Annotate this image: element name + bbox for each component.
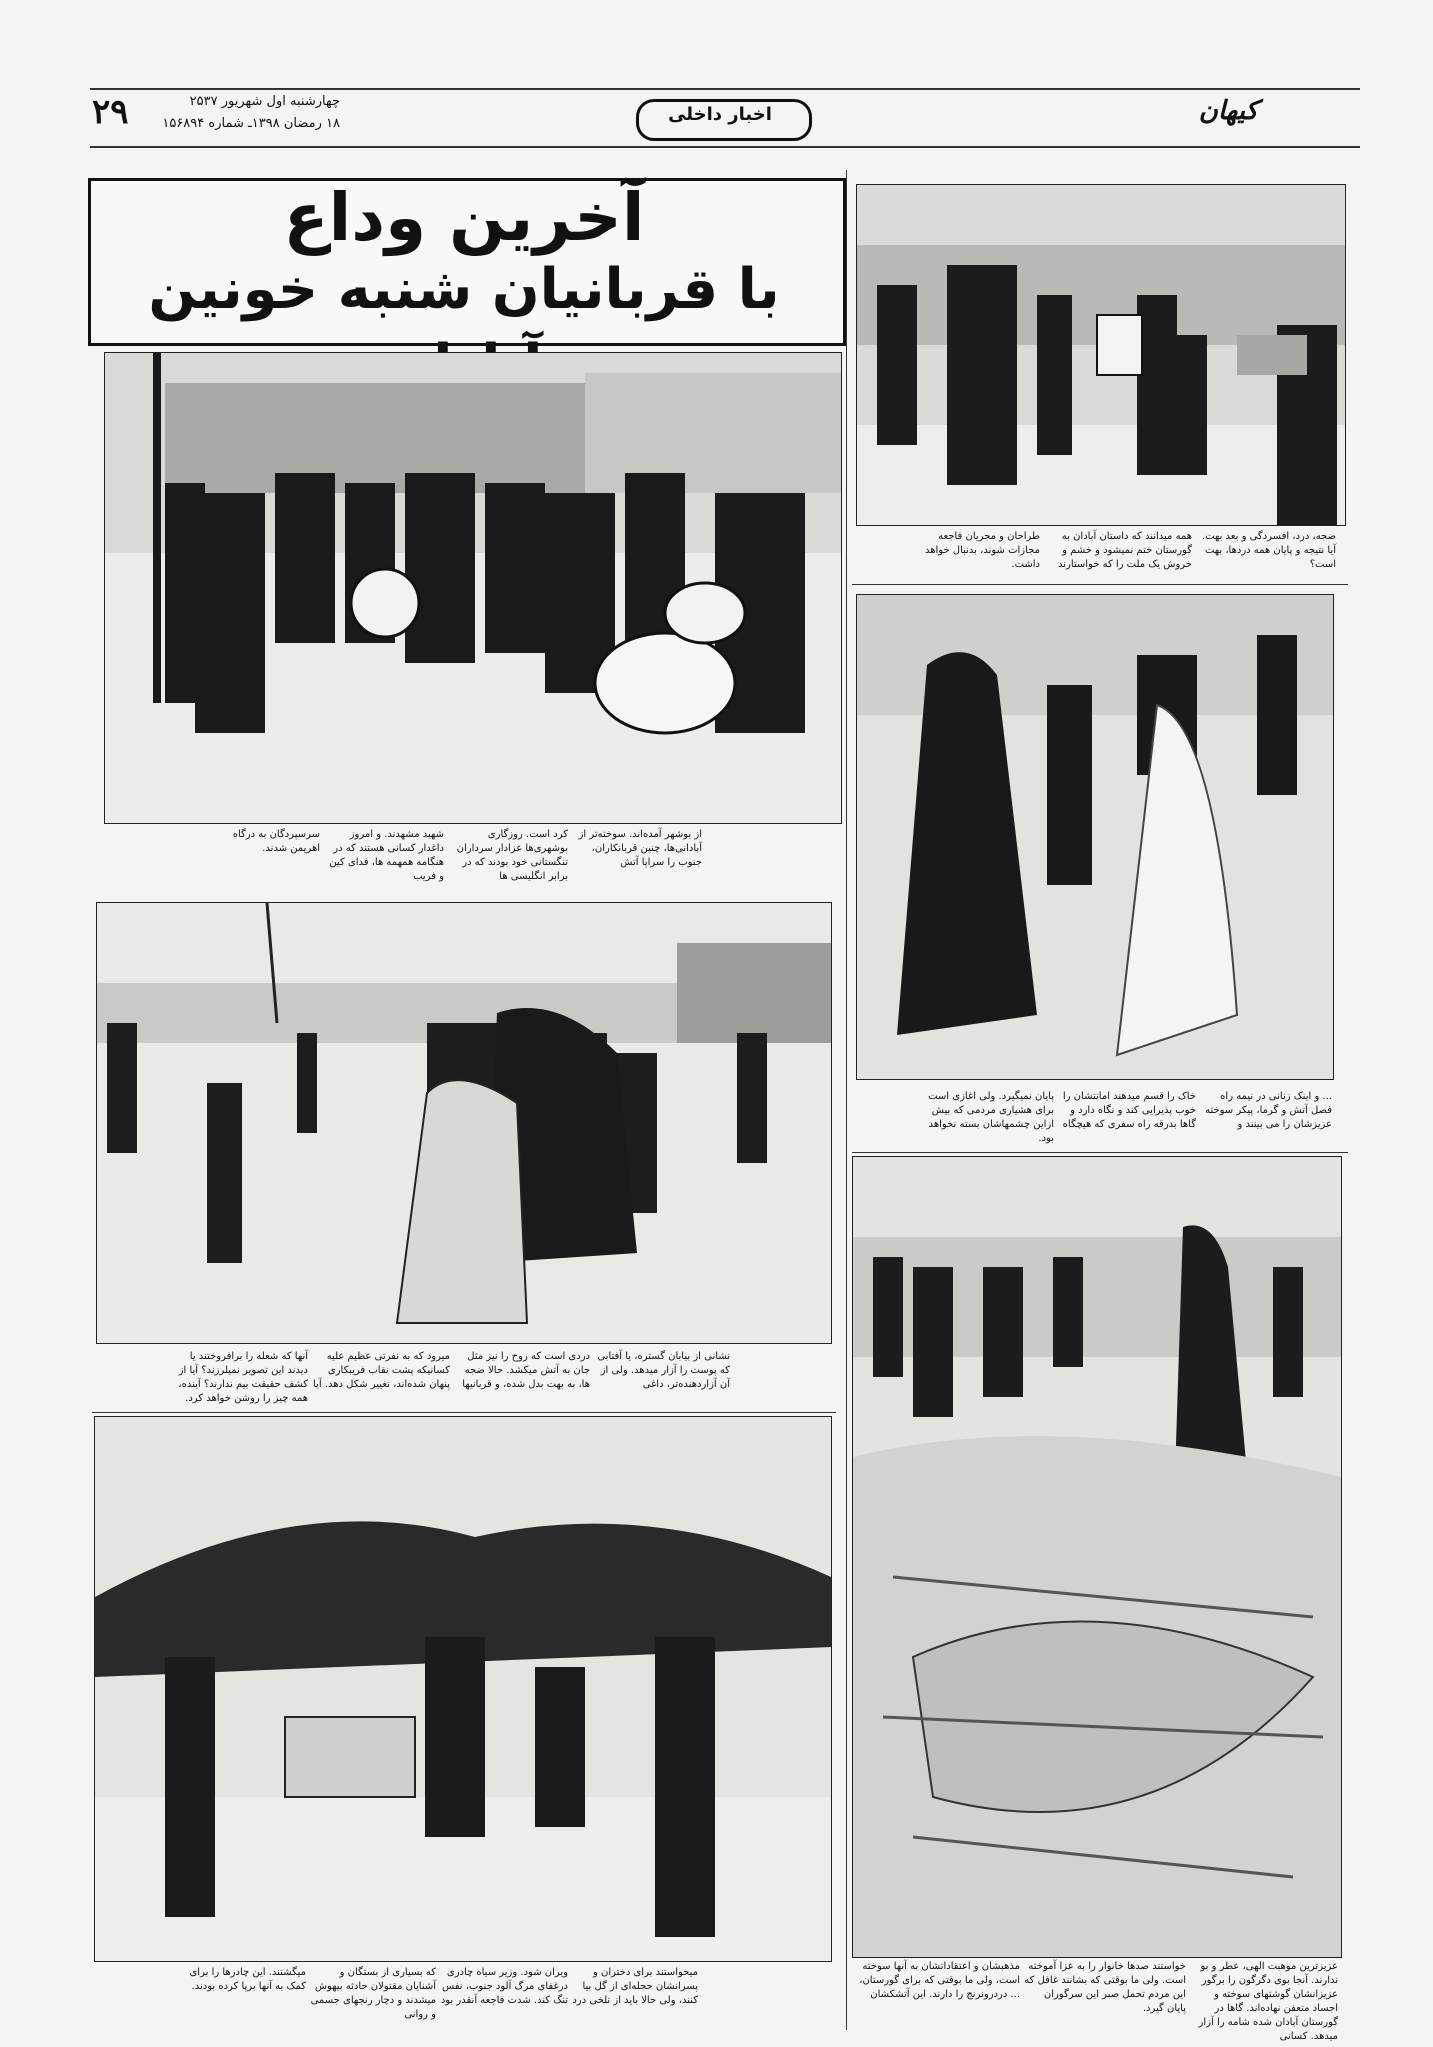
caption-c1: سرسپردگان به درگاه اهریمن شدند. xyxy=(232,829,320,854)
caption-c13: میرود که به نفرتی عظیم علیه کسانیکه پشت نقاب فریبکاری پنهان شده‌اند، تغییر شکل دهد. آیا xyxy=(313,1351,450,1390)
photo-women-mourning xyxy=(856,594,1334,1080)
caption-c9: خاک را قسم میدهند امانتشان را خوب پذیرایی کند و نگاه دارد و گاها بدرقه راه سفری که هیچگاه xyxy=(1062,1091,1196,1130)
caption-c7: ضجه، درد، افسردگی و بعد بهت. آیا نتیجه و پایان همه دردها، بهت است؟ xyxy=(1201,531,1336,570)
masthead-logo: کیهان xyxy=(1198,96,1258,126)
caption-c4: از بوشهر آمده‌اند. سوخته‌تر از آبادانی‌ها، چنین قربانکاران، جنوب را سراپا آتش xyxy=(578,829,702,868)
photo-graves xyxy=(852,1156,1342,1958)
caption-c15: میخواستند برای دختران و پسرانشان حجله‌ای از گل بیا کنند، ولی حالا باید از تلخی درد xyxy=(572,1967,698,2006)
caption-c12: دردی است که روح را نیز مثل جان به آتش میکشد. حالا ضجه ها، به بهت بدل شده، و قربانیها xyxy=(462,1351,590,1390)
caption-c16: ویران شود. وزیر سیاه چادری درغفای مرگ آلود جنوب، نفس تنگ کند. شدت فاجعه آنقدر بود xyxy=(440,1967,568,2006)
headline-line-1: آخرین وداع xyxy=(283,179,645,256)
caption-c11: نشانی از بیابان گستره، یا آفتابی که پوست را آزار میدهد. ولی از آن آزاردهنده‌تر، داغی xyxy=(597,1351,730,1390)
caption-c19: خواستند صدها خانوار را به عزا آموخته است. ولی ما بوقتی که بشانند غافل که این مردم تحمل صبر این سرگوران پایان گیرد. xyxy=(1024,1961,1186,2014)
header-top-rule xyxy=(90,88,1360,90)
caption-c8: پایان نمیگیرد. ولی اغازی است برای هشیاری مردمی که بیش ازاین چشمهاشان بسته نخواهد بود. xyxy=(928,1091,1054,1144)
photo-drummers xyxy=(104,352,842,824)
photo-desert-crowd xyxy=(96,902,832,1344)
caption-c18: میگشتند. این چادرها را برای کمک به آنها برپا کرده بودند. xyxy=(189,1967,306,1992)
caption-c21: عزیزترین موهبت الهی، عطر و بو ندارند. آنجا بوی دگرگون را برگور عزیزانشان گوشتهای سوخته و اجساد متعفن نهاده‌اند. گاها در گورستان آبادان شده شامه را آزار میدهد. کسانی xyxy=(1198,1961,1338,2042)
header-bottom-rule xyxy=(90,146,1360,148)
caption-c3: کرد است. روزگاری بوشهری‌ها عزادار سرداران تنگستانی خود بودند که در برابر انگلیسی ها xyxy=(456,829,568,882)
caption-c17: که بسیاری از بستگان و آشنایان مقتولان حادثه بیهوش میشدند و دچار رنجهای جسمی و روانی xyxy=(310,1967,436,2020)
divider-left-1 xyxy=(92,1412,836,1413)
photo-vehicle-crowd xyxy=(856,184,1346,526)
section-label: اخبار داخلی xyxy=(668,104,772,125)
caption-c5: همه میدانند که داستان آبادان به گورستان ختم نمیشود و خشم و خروش یک ملت را که خواستارند xyxy=(1057,531,1192,570)
photo-tent xyxy=(94,1416,832,1962)
date-line-1: چهارشنبه اول شهریور ۲۵۳۷ xyxy=(189,94,340,109)
caption-c10: ... و اینک زنانی در نیمه راه فصل آتش و گرما، پیکر سوخته عزیزشان را می بینند و xyxy=(1205,1091,1332,1130)
date-line-2: ۱۸ رمضان ۱۳۹۸ـ شماره ۱۵۶۸۹۴ xyxy=(162,116,340,131)
page-number: ۲۹ xyxy=(92,92,129,132)
caption-c2: شهید مشهدند. و امروز داغدار کسانی هستند که در هنگامه همهمه ها، فدای کین و فریب xyxy=(329,829,444,882)
divider-right-2 xyxy=(852,1152,1348,1153)
caption-c6: طراحان و مجریان فاجعه مجازات شوند، بدنبال خواهد داشت. xyxy=(924,531,1040,570)
caption-c20: مذهبشان و اعتقاداتشان به آنها سوخته است، ولی ما بوقتی که برای گورستان، ... دردرونرنج را دارند. این آتشکشان xyxy=(859,1961,1020,2000)
headline-line-2: با قربانیان شنبه خونین xyxy=(148,257,780,322)
caption-c14: آنها که شعله را برافروختند یا دیدند این تصویر نمیلرزند؟ آیا از کشف حقیقت بیم ندارند؟ آینده، همه چیز را روشن خواهد کرد. xyxy=(178,1351,308,1404)
column-divider xyxy=(846,170,847,2030)
divider-right-1 xyxy=(852,584,1348,585)
